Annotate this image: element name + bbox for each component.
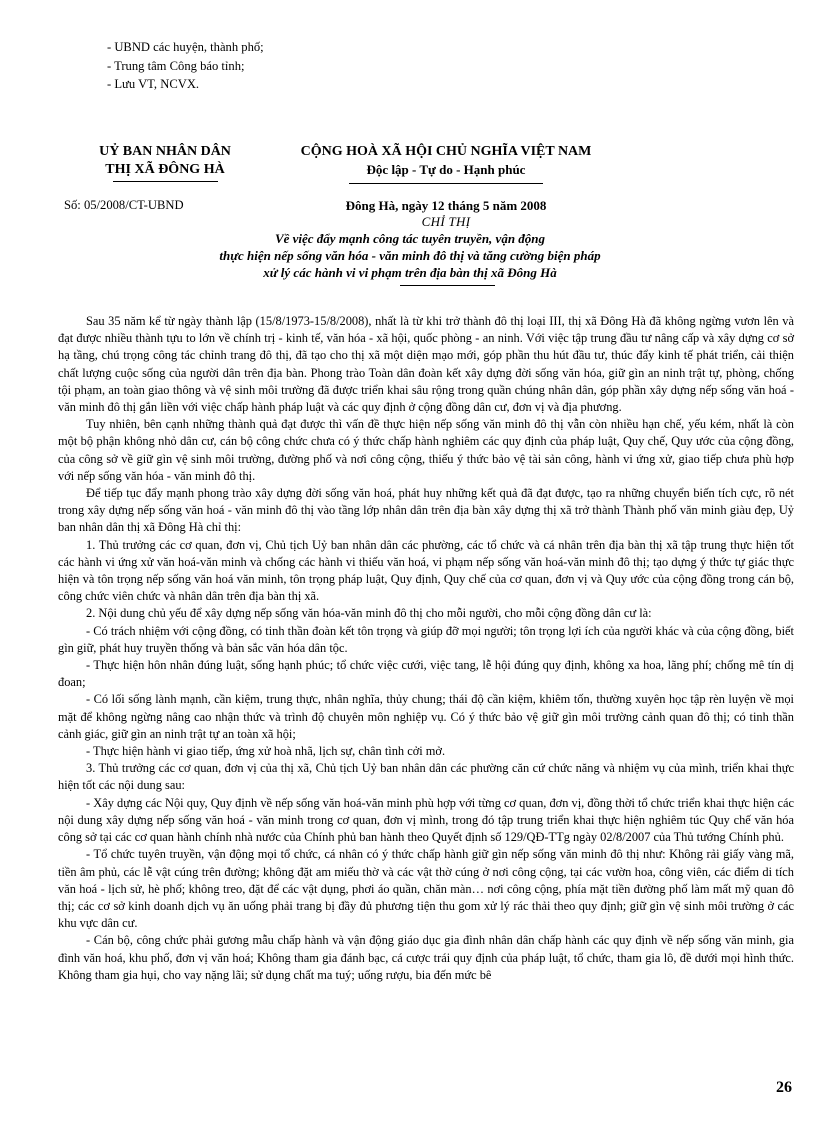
document-number: Số: 05/2008/CT-UBND (64, 198, 184, 212)
body-paragraph: Tuy nhiên, bên cạnh những thành quả đạt được thì vấn đề thực hiện nếp sống văn minh đô thị vẫn còn nhiều hạn chế, yếu kém, nhất là còn một bộ phận không nhỏ dân cư, cán bộ công chức chưa có ý thức chấp hành nghiêm các quy định của pháp luật, Quy chế, Quy ước của cộng đồng, của công sở về giữ gìn vệ sinh môi trường, đường phố và nơi công cộng, thiếu ý thức bảo vệ tài sản công, hành vi ứng xử, giao tiếp chưa phù hợp với nếp sống văn hóa - văn minh đô thị. (58, 417, 794, 483)
document-type: CHỈ THỊ (421, 214, 471, 229)
nation-motto: Độc lập - Tự do - Hạnh phúc (366, 162, 526, 177)
recipient-list (107, 38, 264, 94)
motto-divider (349, 183, 543, 184)
body-paragraph: - Cán bộ, công chức phải gương mẫu chấp hành và vận động giáo dục gia đình nhân dân chấp hành các quy định về nếp sống văn minh, gia đình văn hoá, khu phố, đơn vị văn hoá; Không tham gia đánh bạc, cá cược trái quy định của pháp luật, tổ chức, tham gia lô, đề dưới mọi hình thức. Không tham gia hụi, cho vay nặng lãi; sử dụng chất ma tuý; uống rượu, bia đến mức bê (58, 933, 794, 982)
recipient-item: - Trung tâm Công báo tỉnh; (107, 58, 245, 73)
body-paragraph: Để tiếp tục đẩy mạnh phong trào xây dựng đời sống văn hoá, phát huy những kết quả đã đạt được, tạo ra những chuyển biến tích cực, rõ nét trong xây dựng nếp sống văn hoá - văn minh đô thị vào tầng lớp nhân dân trên địa bàn xây dựng thị xã trở thành Thành phố văn minh giàu đẹp, Uỷ ban nhân dân thị xã Đông Hà chỉ thị: (58, 486, 794, 535)
issuer-line-1: UỶ BAN NHÂN DÂN (99, 144, 231, 159)
recipient-item: - UBND các huyện, thành phố; (107, 40, 264, 54)
body-paragraph: - Có lối sống lành mạnh, cần kiệm, trung thực, nhân nghĩa, thủy chung; thái độ cần kiệm, khiêm tốn, thường xuyên học tập rèn luyện về mọi mặt để không ngừng nâng cao nhận thức và trình độ chuyên môn nghiệp vụ. Có ý thức bảo vệ giữ gìn môi trường cảnh quan đô thị; có tinh thần cảnh giác, giữ gìn an ninh trật tự an toàn xã hội; (58, 692, 794, 741)
subject-line: thực hiện nếp sống văn hóa - văn minh đô thị và tăng cường biện pháp (219, 248, 601, 263)
subject-divider (400, 285, 495, 286)
body-paragraph: 2. Nội dung chủ yếu để xây dựng nếp sống văn hóa-văn minh đô thị cho mỗi người, cho mỗi cộng đồng dân cư là: (86, 606, 652, 621)
body-paragraph: - Xây dựng các Nội quy, Quy định về nếp sống văn hoá-văn minh phù hợp với từng cơ quan, đơn vị, đồng thời tổ chức triển khai thực hiện các nội dung xây dựng nếp sống văn hoá - văn minh trong cơ quan, đơn vị mình, trong đó tập trung triển khai thực hiện nghiêm túc Quy chế văn hóa công sở tại các cơ quan hành chính nhà nước của Chính phủ ban hành theo Quyết định số 129/QĐ-TTg ngày 02/8/2007 của Thủ tướng Chính phủ. (58, 795, 794, 845)
body-paragraph: - Thực hiện hành vi giao tiếp, ứng xử hoà nhã, lịch sự, chân tình cởi mở. (86, 744, 446, 759)
body-paragraph: - Có trách nhiệm với cộng đồng, có tinh thần đoàn kết tôn trọng và giúp đỡ mọi người; tôn trọng lợi ích của người khác và của cộng đồng, biết gìn giữ, phát huy truyền thống và bản sắc văn hóa dân tộc. (58, 623, 794, 655)
page-number: 26 (776, 1079, 792, 1096)
nation-name: CỘNG HOÀ XÃ HỘI CHỦ NGHĨA VIỆT NAM (300, 144, 592, 159)
document-body (58, 313, 794, 984)
body-paragraph: - Tổ chức tuyên truyền, vận động mọi tổ chức, cá nhân có ý thức chấp hành giữ gìn nếp sống văn minh đô thị như: Không rải giấy vàng mã, tiền âm phủ, các lễ vật cúng trên đường; không đặt am miếu thờ và các vật thờ cúng ở nơi công cộng, tại các vườn hoa, công viên, các điểm di tích văn hoá - lịch sử, hè phố; không treo, đặt để các vật dụng, phơi áo quần, chăn màn… nơi công cộng, phía mặt tiền đường phố làm mất mỹ quan đô thị; các cơ sở kinh doanh dịch vụ ăn uống phải trang bị đầy đủ phương tiện thu gom xử lý rác thải theo quy định; giữ gìn vệ sinh môi trường ở các khu vực dân cư. (58, 847, 794, 931)
body-paragraph: Sau 35 năm kể từ ngày thành lập (15/8/1973-15/8/2008), nhất là từ khi trở thành đô thị loại III, thị xã Đông Hà đã không ngừng vươn lên và đạt được nhiều thành tựu to lớn về chính trị - kinh tế, văn hóa - xã hội, quốc phòng - an ninh. Với việc tập trung đầu tư nâng cấp và xây dựng cơ sở hạ tầng, chú trọng công tác chỉnh trang đô thị, đã tạo cho thị xã một diện mạo mới, góp phần thu hút đầu tư, thúc đẩy kinh tế phát triển, cải thiện chất lượng cuộc sống của người dân trên địa bàn. Phong trào Toàn dân đoàn kết xây dựng đời sống văn hóa, giữ gìn an ninh trật tự, phòng, chống tội phạm, an toàn giao thông và vệ sinh môi trường đã được triển khai sâu rộng trong quần chúng nhân dân, góp phần xây dựng nếp sống văn hoá - văn minh đô thị gắn liền với việc chấp hành pháp luật và các quy định ở cộng đồng dân cư, đơn vị và địa phương. (58, 314, 794, 415)
subject-line: xử lý các hành vi vi phạm trên địa bàn thị xã Đông Hà (263, 265, 557, 280)
body-paragraph: - Thực hiện hôn nhân đúng luật, sống hạnh phúc; tổ chức việc cưới, việc tang, lễ hội đúng quy định, không xa hoa, lãng phí; chống mê tín dị đoan; (58, 658, 794, 690)
national-header (268, 143, 624, 184)
recipient-item: - Lưu VT, NCVX. (107, 77, 200, 91)
issuer-divider (113, 181, 218, 182)
date-place: Đông Hà, ngày 12 tháng 5 năm 2008 (345, 198, 547, 213)
body-paragraph: 1. Thủ trưởng các cơ quan, đơn vị, Chủ tịch Uỷ ban nhân dân các phường, các tổ chức và cá nhân trên địa bàn thị xã tập trung thực hiện tốt các hành vi ứng xử văn hoá-văn minh và chống các hành vi thiếu văn hoá, vi phạm nếp sống văn hoá-văn minh đô thị; tạo dựng ý thức tự giác thực hiện và tôn trọng nếp sống văn hoá văn minh, tôn trọng pháp luật, Quy định, Quy chế của cơ quan, đơn vị và Quy ước của cộng đồng trong cán bộ, công chức viên chức và nhân dân trên địa bàn thị xã. (58, 537, 794, 604)
issuer-header (60, 143, 270, 182)
issuer-line-2: THỊ XÃ ĐÔNG HÀ (105, 162, 225, 177)
body-paragraph: 3. Thủ trưởng các cơ quan, đơn vị của thị xã, Chủ tịch Uỷ ban nhân dân các phường căn cứ chức năng và nhiệm vụ của mình, triển khai thực hiện tốt các nội dung sau: (58, 761, 794, 793)
subject-line: Về việc đẩy mạnh công tác tuyên truyền, vận động (274, 231, 546, 246)
document-subject (160, 230, 660, 281)
